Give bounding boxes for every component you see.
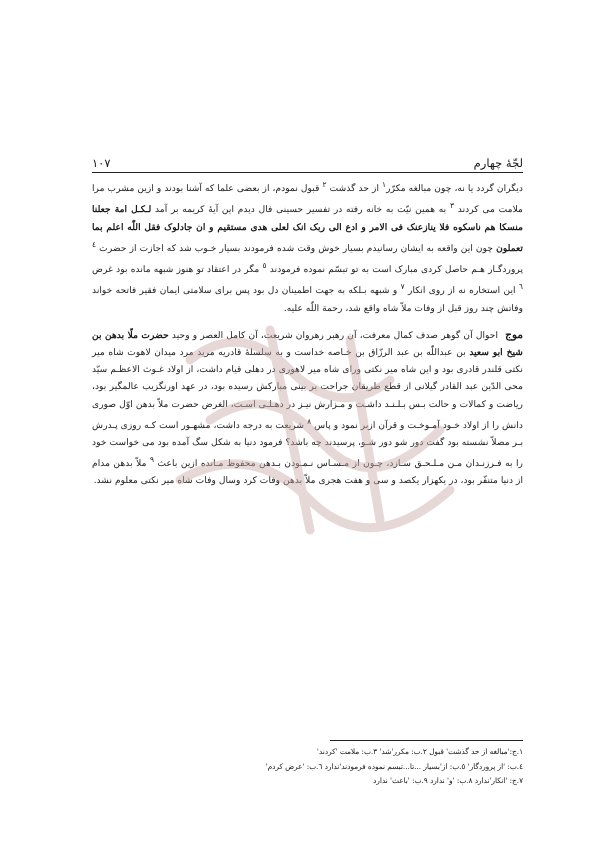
header-rule [92, 172, 523, 173]
page-number: ۱۰۷ [92, 156, 111, 170]
text-run: احوال آن گوهر صدف کمال معرفت، آن رهبر رهروان شریعت، آن کامل العصر و وحید [168, 329, 502, 341]
footnotes [92, 745, 523, 789]
paragraph-2 [92, 327, 523, 490]
footnote-ref: ۸ [307, 416, 312, 426]
footnote-ref: ٦ [518, 282, 523, 292]
footnote-ref: ۲ [322, 180, 327, 189]
footnote-ref: ٥ [262, 261, 267, 270]
text-run: و شبهه بـلکه به جهت اطمینان دل بود پس برای سلامتی ایمان فقیر فاتحه خواند وفاتش چند روز قبل از وفات ملاّ شاه واقع شد، رحمة اللّٰه علیه. [92, 285, 523, 314]
footnote-ref: ۷ [400, 282, 405, 292]
footnote-ref: ٤ [92, 239, 97, 249]
chapter-title: لجّهٔ چهارم [473, 156, 523, 170]
footnote-line: ٤.ب: 'از پروردگار' ٥.ب: از'بسیار ...تا...تبسم نموده فرمودند'ندارد ٦.ب: 'عرض کردم' [265, 761, 523, 771]
quran-verse: لـکـل امة جعلنا منسکا هم ناسکوه فلا ینازعنک فی الامر و ادع الی ربک انک لعلی هدی مستقیم و ان جادلوک فقل اللّٰه اعلم بما تعملون [92, 204, 523, 254]
text-run: شریعت به درجه داشت، مشهـور است کـه روزی پـدرش بـر مصلاّ نشسته بود گفت دور شو دور شـو، پرسیدند چه باشد؟ فرمود دنیا به شکل سگ آمده بود می خواست خود را به فـرزنـدان مـن مـلـحـق سـازد، چـون از مـسـاس نـمـودن بـدهن محفوظ مـانده ازین باعث [92, 419, 523, 470]
paragraph-1 [92, 176, 523, 317]
text-run: بن عبداللّٰه بن عبد الرزّاق بن خـاصه خداست و به سلسلهٔ قادریه مرید مرد میدان لاهوت شاه میر نکتی قلندر قادری بود و این شاه میر نکتی ورای شاه میر لاهوری در دهلی قیام داشت، از اولاد غـوث الاعظـم سیّد محی الدّین عبد القادر گیلانی از قطع طریقان جراحت بر بینی مبارکش رسیده بود، در عهد اورنگزیب عالمگیر بود، ریاضت و کمالات و حالت بـس بـلـنـد داشـت و مـزارش نیـز در دهـلـی اسـت، الغرض حضرت ملاّ بدهن اوّل صوری دانش را از اولاد خـود آمـوخـت و قرآن ازبر نمود و پاس [92, 346, 523, 431]
footnote-ref: ۳ [449, 201, 455, 211]
footnote-rule [330, 740, 523, 741]
text-run: این استخاره نه از روی انکار [404, 285, 519, 297]
footnote-ref: ۹ [149, 455, 155, 465]
page-header [92, 148, 523, 170]
footnote-line: ۷.ج: 'انکار'ندارد ۸.ب: 'و' ندارد ۹.ب: 'باعث' ندارد [373, 776, 523, 785]
footnote-line: ۱.ج:'مبالغه از حد گذشت' قبول ۲.ب: مکرر'شد' ۳.ب: ملامت 'کردند' [316, 747, 523, 756]
text-run: دیگران گردد یا نه، چون مبالغه مکرّر [386, 183, 523, 195]
section-lead-word: موج [505, 328, 523, 341]
text-run: ملاّ بدهن مدام از دنیا متنفّر بود، در یکهزار یکصد و سی و هفت هجری ملاّ بدهن وفات کرد وسال وفات شاه میر نکتی معلوم نشد. [92, 458, 523, 487]
person-name: حضرت ملّا بدهن بن شیخ ابو سعید [92, 329, 523, 358]
text-run: از حد گذشت [326, 183, 383, 195]
text-run: چون این واقعه به ایشان رسانیدم بسیار خوش وقت شده فرمودند بسیار خـوب شد که اجازت از حضرت [96, 242, 497, 254]
body-text [92, 176, 523, 490]
footnote-ref: ۱ [382, 180, 387, 189]
text-run: پروردگـار هـم حاصل کردی مبارک است به تو تبسّم نموده فرمودند [266, 264, 524, 276]
text-run: به همین نیّت به خانه رفته در تفسیر حسینی فال دیدم این آیهٔ کریمه بر آمد [151, 204, 450, 216]
text-run: قبول نمودم، از بعضی علما که آشنا بودند و ازین مشرب مرا ملامت می کردند [92, 183, 523, 216]
text-run: مگر در اعتقاد تو هنوز شبهه مانده بود غرض [92, 264, 263, 276]
